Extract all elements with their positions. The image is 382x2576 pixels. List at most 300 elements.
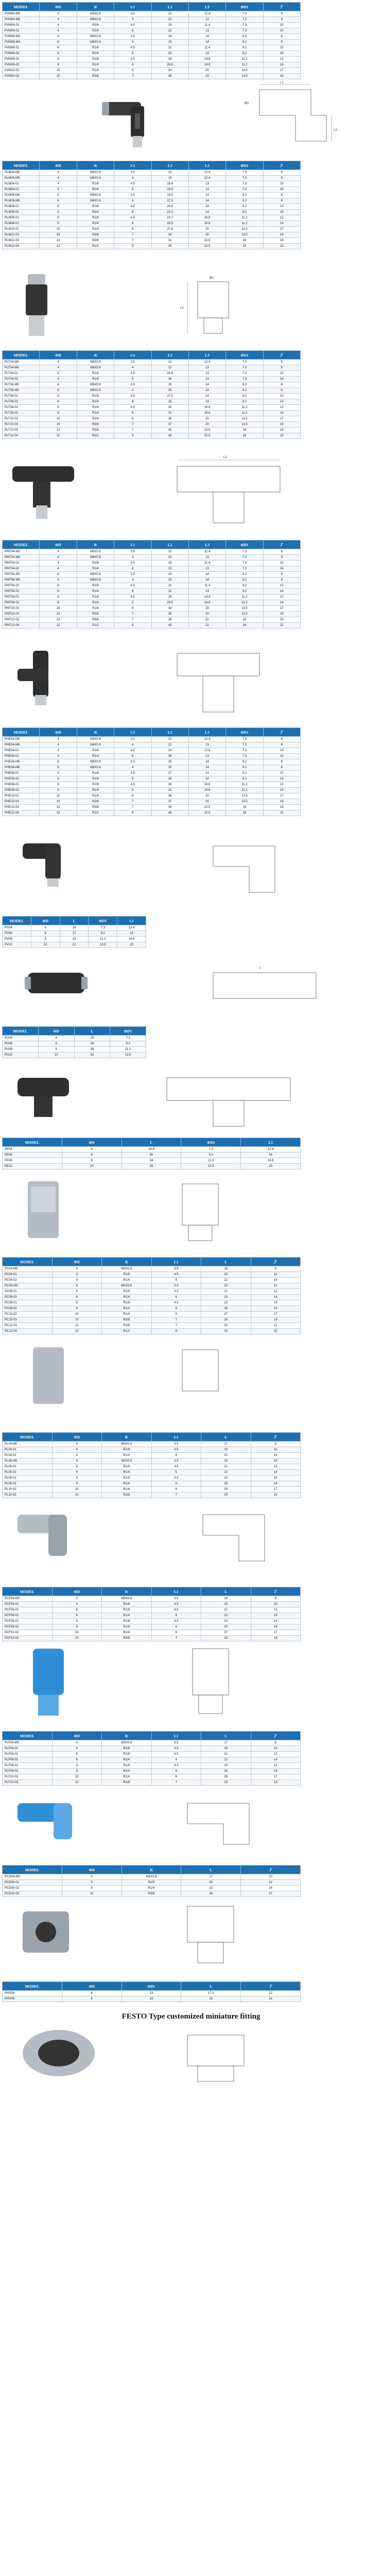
value-cell: M6X0.8: [77, 742, 114, 748]
model-cell: PCD10-03: [3, 1891, 62, 1897]
value-cell: 14.8: [188, 57, 225, 62]
value-cell: R3/8: [77, 428, 114, 433]
wrench-icon: [269, 1868, 273, 1872]
value-cell: R1/4: [77, 589, 114, 595]
value-cell: 4: [40, 566, 77, 572]
value-cell: 4: [52, 1272, 102, 1278]
value-cell: 6: [151, 1613, 201, 1619]
table-row: [3, 788, 301, 793]
value-cell: 14: [188, 572, 225, 578]
value-cell: 6: [52, 1757, 102, 1763]
value-cell: 8: [263, 40, 300, 45]
column-header: L3: [188, 728, 225, 737]
model-cell: PC06-01: [3, 1289, 53, 1295]
value-cell: R1/4: [102, 1613, 152, 1619]
value-cell: 12: [263, 215, 300, 221]
value-cell: R1/8: [102, 1619, 152, 1624]
value-cell: 12.4: [188, 737, 225, 742]
table-row: [3, 748, 301, 754]
value-cell: 9: [151, 1329, 201, 1334]
model-cell: PVM08-01: [3, 57, 40, 62]
value-cell: 20: [188, 232, 225, 238]
column-header: L3: [188, 351, 225, 360]
value-cell: 13: [188, 742, 225, 748]
value-cell: 21: [201, 1607, 251, 1613]
column-header: MODEL: [3, 540, 40, 549]
model-cell: PMT04-01: [3, 561, 40, 566]
model-cell: PVM08-02: [3, 62, 40, 68]
table-row: [3, 612, 301, 617]
value-cell: R1/4: [102, 1630, 152, 1636]
value-cell: 3.5: [114, 572, 151, 578]
value-cell: 14: [251, 1453, 301, 1459]
table-row: [3, 377, 301, 382]
value-cell: 4: [40, 17, 77, 23]
model-cell: PV04: [3, 925, 31, 931]
value-cell: 18.4: [151, 181, 188, 187]
value-cell: 6: [40, 399, 77, 405]
value-cell: 13: [188, 555, 225, 561]
value-cell: M5X0.8: [77, 382, 114, 388]
value-cell: 12.4: [188, 176, 225, 181]
value-cell: 9.2: [89, 931, 117, 937]
value-cell: 40: [151, 428, 188, 433]
model-cell: PLT04-02: [3, 377, 40, 382]
value-cell: M6X0.8: [77, 40, 114, 45]
table-row: [3, 1323, 301, 1329]
table-row: [3, 1602, 301, 1607]
value-cell: 10: [263, 23, 300, 28]
model-cell: PE04: [3, 1147, 62, 1153]
value-cell: R3/8: [77, 232, 114, 238]
value-cell: 12: [263, 405, 300, 411]
table-row: [3, 1630, 301, 1636]
value-cell: 4: [114, 176, 151, 181]
header-icon-cell: [263, 728, 300, 737]
table-row: [3, 1596, 301, 1602]
value-cell: 9.2: [181, 1153, 241, 1158]
model-cell: PVM04-M5: [3, 11, 40, 17]
value-cell: 28: [151, 776, 188, 782]
value-cell: 6: [40, 210, 77, 215]
value-cell: 33: [201, 1329, 251, 1334]
value-cell: 13: [188, 377, 225, 382]
value-cell: 14: [251, 1300, 301, 1306]
value-cell: 10: [31, 942, 60, 948]
column-header: R: [77, 351, 114, 360]
spec-table: [2, 350, 301, 439]
value-cell: 42: [74, 1053, 110, 1058]
spec-table: [2, 1587, 301, 1641]
fitting-photo: [12, 1504, 84, 1566]
value-cell: 29: [74, 1036, 110, 1041]
value-cell: 9.2: [226, 198, 263, 204]
column-header: L: [181, 1866, 241, 1874]
value-cell: 6: [62, 1880, 121, 1886]
value-cell: 16.6: [188, 405, 225, 411]
value-cell: R1/4: [102, 1757, 152, 1763]
model-cell: PLM08-02: [3, 221, 40, 227]
value-cell: 6: [52, 1459, 102, 1464]
value-cell: 4.5: [114, 371, 151, 377]
value-cell: 12: [40, 433, 77, 439]
value-cell: 3.5: [114, 193, 151, 198]
model-cell: PMT06-M6: [3, 578, 40, 583]
model-cell: PU06: [3, 1041, 39, 1047]
value-cell: 28: [201, 1774, 251, 1780]
wrench-icon: [269, 1985, 273, 1989]
spec-table: [2, 1432, 301, 1498]
table-row: [3, 595, 301, 600]
value-cell: 4.5: [151, 1476, 201, 1481]
table-row: [3, 204, 301, 210]
model-cell: PHE04-M6: [3, 742, 40, 748]
column-header: L1: [151, 1587, 201, 1596]
value-cell: 8: [263, 193, 300, 198]
table-row: [3, 1317, 301, 1323]
value-cell: R1/4: [102, 1278, 152, 1283]
table-row: [3, 931, 146, 937]
table-row: [3, 1283, 301, 1289]
value-cell: 7.3: [226, 23, 263, 28]
value-cell: 13: [188, 28, 225, 34]
table-row: [3, 578, 301, 583]
table-row: [3, 232, 301, 238]
value-cell: 39: [74, 1047, 110, 1053]
value-cell: 16: [226, 805, 263, 810]
value-cell: 20: [201, 1283, 251, 1289]
value-cell: 9.2: [226, 210, 263, 215]
table-row: [3, 1470, 301, 1476]
table-row: [3, 193, 301, 198]
value-cell: 22: [151, 549, 188, 555]
value-cell: 7: [151, 1780, 201, 1786]
value-cell: 7.3: [226, 181, 263, 187]
value-cell: 14: [263, 377, 300, 382]
spec-table: [2, 161, 301, 249]
value-cell: 25: [201, 1769, 251, 1774]
value-cell: 9.2: [226, 399, 263, 405]
value-cell: R1/8: [77, 394, 114, 399]
value-cell: 6: [62, 1153, 121, 1158]
value-cell: R1/4: [102, 1774, 152, 1780]
model-cell: PCF08-02: [3, 1624, 53, 1630]
value-cell: 8: [40, 411, 77, 416]
value-cell: 12: [52, 1323, 102, 1329]
value-cell: 16.6: [188, 221, 225, 227]
value-cell: 6: [114, 776, 151, 782]
value-cell: 17: [263, 793, 300, 799]
model-cell: PHE04-02: [3, 754, 40, 759]
value-cell: R1/4: [77, 187, 114, 193]
value-cell: 19: [201, 1447, 251, 1453]
column-header: ΦDc: [121, 1982, 181, 1991]
table-row: [3, 198, 301, 204]
model-cell: PCD08-02: [3, 1886, 62, 1891]
header-icon-cell: [251, 1732, 301, 1740]
table-row: [3, 1272, 301, 1278]
model-cell: PL06-M5: [3, 1459, 53, 1464]
value-cell: 22: [151, 28, 188, 34]
value-cell: 10: [263, 561, 300, 566]
value-cell: 11.4: [188, 583, 225, 589]
value-cell: 23.7: [151, 215, 188, 221]
value-cell: 17: [251, 1774, 301, 1780]
value-cell: 8: [251, 1740, 301, 1746]
value-cell: 8: [263, 578, 300, 583]
value-cell: 7.3: [226, 360, 263, 365]
value-cell: 3.5: [114, 759, 151, 765]
value-cell: R1/8: [102, 1300, 152, 1306]
model-cell: PLT04-M5: [3, 360, 40, 365]
value-cell: 13.5: [226, 799, 263, 805]
table-row: [3, 433, 301, 439]
value-cell: 7.3: [226, 566, 263, 572]
model-cell: PC08-01: [3, 1300, 53, 1306]
value-cell: 4: [40, 170, 77, 176]
model-cell: PHE06-01: [3, 771, 40, 776]
value-cell: 20: [188, 227, 225, 232]
value-cell: 4: [114, 765, 151, 771]
section-2: [2, 161, 380, 310]
model-cell: PCD06-01: [3, 1880, 62, 1886]
value-cell: 10: [40, 232, 77, 238]
value-cell: 20: [188, 606, 225, 612]
value-cell: R1/4: [77, 416, 114, 422]
table-row: [3, 1476, 301, 1481]
value-cell: 6: [40, 193, 77, 198]
value-cell: 28: [201, 1636, 251, 1641]
value-cell: 3.5: [151, 1596, 201, 1602]
value-cell: 16.6: [241, 1158, 301, 1164]
value-cell: 6: [40, 40, 77, 45]
column-header: L1: [151, 1258, 201, 1266]
table-row: [3, 805, 301, 810]
value-cell: 11.2: [226, 221, 263, 227]
column-header: L1: [151, 1732, 201, 1740]
value-cell: R1/4: [77, 51, 114, 57]
value-cell: 6: [40, 572, 77, 578]
value-cell: 7: [114, 799, 151, 805]
spec-table: [2, 1865, 301, 1897]
value-cell: 7.3: [226, 170, 263, 176]
value-cell: 11.2: [226, 411, 263, 416]
table-row: [3, 776, 301, 782]
value-cell: 32: [151, 788, 188, 793]
value-cell: 24: [151, 572, 188, 578]
spec-table: [2, 1257, 301, 1334]
model-cell: PLT06-02: [3, 399, 40, 405]
value-cell: 13: [151, 170, 188, 176]
fitting-photo: [12, 1901, 79, 1963]
value-cell: 4: [31, 925, 60, 931]
value-cell: 12: [52, 1329, 102, 1334]
value-cell: 26: [151, 377, 188, 382]
table-row: [3, 181, 301, 187]
value-cell: 6: [52, 1470, 102, 1476]
value-cell: 6: [40, 51, 77, 57]
value-cell: 10: [52, 1636, 102, 1641]
value-cell: 29: [151, 399, 188, 405]
table-row: [3, 215, 301, 221]
value-cell: 10: [40, 606, 77, 612]
value-cell: 19: [263, 238, 300, 244]
value-cell: 4: [40, 181, 77, 187]
value-cell: R3/8: [77, 422, 114, 428]
value-cell: 7.3: [89, 925, 117, 931]
value-cell: M6X0.8: [77, 555, 114, 561]
value-cell: 6: [52, 1752, 102, 1757]
value-cell: 7: [151, 1317, 201, 1323]
value-cell: M5X0.8: [77, 11, 114, 17]
value-cell: 3.5: [114, 382, 151, 388]
value-cell: M5X0.8: [102, 1266, 152, 1272]
value-cell: 17: [263, 606, 300, 612]
model-cell: PMT06-M5: [3, 572, 40, 578]
value-cell: 29: [201, 1493, 251, 1498]
value-cell: 22: [151, 360, 188, 365]
column-header: L3: [188, 540, 225, 549]
value-cell: 4: [52, 1453, 102, 1459]
model-cell: PL10-02: [3, 1487, 53, 1493]
value-cell: 12.4: [188, 549, 225, 555]
value-cell: 12: [251, 1464, 301, 1470]
value-cell: 9.2: [226, 583, 263, 589]
value-cell: 22: [151, 17, 188, 23]
value-cell: 6: [40, 394, 77, 399]
value-cell: 13.5: [226, 68, 263, 74]
column-header: L1: [114, 540, 151, 549]
column-header: MODEL: [3, 1258, 53, 1266]
value-cell: 13.5: [226, 422, 263, 428]
value-cell: 16.6: [188, 411, 225, 416]
value-cell: 26.5: [151, 221, 188, 227]
value-cell: 23: [201, 1295, 251, 1300]
header-icon-cell: [251, 1433, 301, 1442]
value-cell: 6: [151, 1487, 201, 1493]
fitting-photo: [23, 957, 90, 1014]
table-row: [3, 74, 301, 79]
column-header: ΦD: [40, 3, 77, 11]
value-cell: 14.8: [188, 595, 225, 600]
column-header: L1: [151, 1433, 201, 1442]
section-5: [2, 727, 380, 816]
column-header: MODEL: [3, 1732, 53, 1740]
value-cell: 22: [151, 742, 188, 748]
value-cell: 9.2: [226, 34, 263, 40]
value-cell: 6: [52, 1607, 102, 1613]
value-cell: 23: [151, 578, 188, 583]
table-row: [3, 1306, 301, 1312]
table-row: [3, 23, 301, 28]
table-row: [3, 555, 301, 561]
value-cell: 14: [188, 578, 225, 583]
value-cell: 14: [263, 399, 300, 405]
table-row: [3, 1746, 301, 1752]
column-header: ΦD1: [226, 351, 263, 360]
spec-table: [2, 540, 301, 629]
value-cell: 10: [251, 1746, 301, 1752]
value-cell: 10: [263, 371, 300, 377]
value-cell: 12: [40, 805, 77, 810]
value-cell: 15: [121, 1996, 181, 2002]
fitting-photo: [18, 1643, 84, 1721]
value-cell: 8: [263, 170, 300, 176]
value-cell: 22.5: [188, 805, 225, 810]
value-cell: 3.5: [151, 1283, 201, 1289]
value-cell: 4: [40, 742, 77, 748]
column-header: L: [201, 1587, 251, 1596]
value-cell: 22: [263, 623, 300, 629]
value-cell: 13.5: [226, 612, 263, 617]
value-cell: R1/8: [77, 23, 114, 28]
value-cell: 12: [251, 1752, 301, 1757]
fitting-photo: [12, 2025, 105, 2081]
value-cell: 36: [151, 793, 188, 799]
value-cell: 22.5: [188, 433, 225, 439]
value-cell: M6X0.8: [77, 388, 114, 394]
value-cell: 17: [241, 1891, 301, 1897]
value-cell: 6: [114, 600, 151, 606]
value-cell: 8: [40, 62, 77, 68]
value-cell: 8: [52, 1619, 102, 1624]
value-cell: 10: [40, 74, 77, 79]
value-cell: 40: [151, 623, 188, 629]
column-header: MODEL: [3, 1433, 53, 1442]
table-row: [3, 34, 301, 40]
column-header: ΦD1: [110, 1027, 146, 1036]
header-icon-cell: [251, 1587, 301, 1596]
value-cell: 30: [121, 1153, 181, 1158]
value-cell: 23: [201, 1613, 251, 1619]
value-cell: 16.6: [188, 788, 225, 793]
column-header: MODEL: [3, 1982, 62, 1991]
value-cell: 13.5: [181, 1164, 241, 1170]
value-cell: 14: [188, 388, 225, 394]
value-cell: 14: [263, 221, 300, 227]
value-cell: 6: [114, 68, 151, 74]
value-cell: 4: [40, 754, 77, 759]
header-icon-cell: [241, 1866, 301, 1874]
model-cell: PLT04-01: [3, 371, 40, 377]
value-cell: 10: [263, 583, 300, 589]
model-cell: PLM12-04: [3, 244, 40, 249]
value-cell: 19: [251, 1317, 301, 1323]
value-cell: 8: [263, 737, 300, 742]
value-cell: R3/8: [102, 1636, 152, 1641]
column-header: ΦD: [40, 540, 77, 549]
value-cell: 6: [40, 34, 77, 40]
model-cell: PLM06-M6: [3, 198, 40, 204]
value-cell: 10: [40, 422, 77, 428]
value-cell: 20: [188, 422, 225, 428]
model-cell: PLF06-02: [3, 1757, 53, 1763]
header-icon-cell: [263, 3, 300, 11]
column-header: L: [201, 1433, 251, 1442]
table-row: [3, 1493, 301, 1498]
value-cell: 4: [114, 578, 151, 583]
value-cell: 16.6: [117, 937, 146, 942]
value-cell: 10: [251, 1447, 301, 1453]
value-cell: 7.3: [226, 742, 263, 748]
value-cell: 27: [201, 1312, 251, 1317]
model-cell: PHE12-03: [3, 805, 40, 810]
column-header: ΦD1: [226, 728, 263, 737]
value-cell: 14: [188, 34, 225, 40]
value-cell: 14: [251, 1769, 301, 1774]
value-cell: 8: [62, 1886, 121, 1891]
value-cell: 40: [151, 805, 188, 810]
